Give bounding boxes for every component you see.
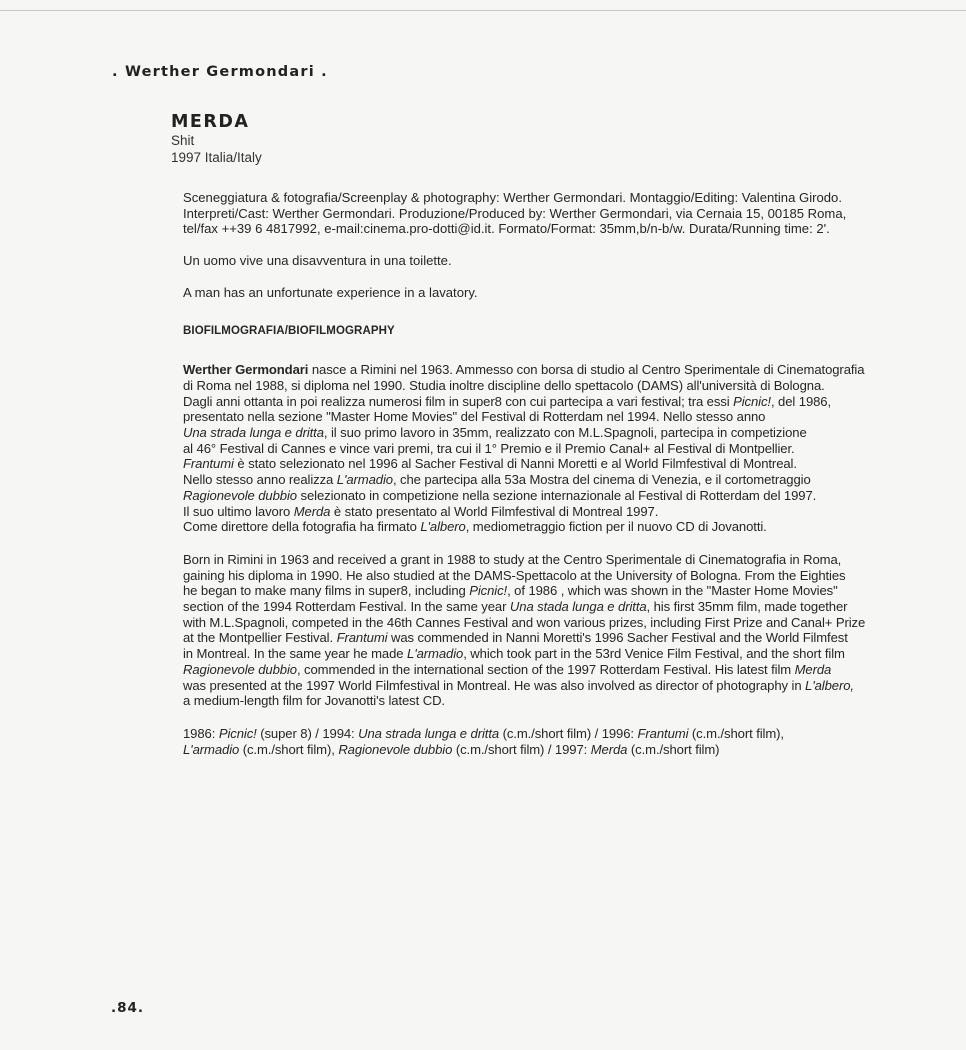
- bio-line: Born in Rimini in 1963 and received a grant in 1988 to study at the Centro Sperimentale di Cinematografia in Roma,: [183, 551, 842, 567]
- text-fragment: (c.m./short film) / 1996:: [499, 725, 638, 741]
- text-fragment: L'armadio: [407, 646, 464, 662]
- text-fragment: , mediometraggio fiction per il nuovo CD di Jovanotti.: [465, 519, 767, 535]
- bio-line: [183, 678, 893, 694]
- director-name: Werther Germondari: [183, 362, 309, 378]
- text-fragment: he began to make many films in super8, including: [183, 583, 470, 599]
- text-fragment: Una stada lunga e dritta: [509, 599, 647, 615]
- bio-line: presentato nella sezione "Master Home Movies" del Festival di Rotterdam nel 1994. Nello stesso anno: [183, 409, 766, 425]
- text-fragment: in Montreal. In the same year he made: [183, 646, 408, 662]
- text-fragment: Ragionevole dubbio: [183, 487, 297, 503]
- bio-line: [183, 583, 893, 599]
- text-fragment: selezionato in competizione nella sezione internazionale al Festival di Rotterdam del 1997.: [296, 487, 817, 503]
- bio-line: gaining his diploma in 1990. He also studied at the DAMS-Spettacolo at the University of Bologna. From the Eighties: [183, 567, 846, 583]
- text-fragment: 1986:: [183, 725, 219, 741]
- synopsis-english: A man has an unfortunate experience in a lavatory.: [183, 284, 478, 300]
- text-fragment: , che partecipa alla 53a Mostra del cinema di Venezia, e il cortometraggio: [392, 472, 811, 488]
- page-number: .84.: [111, 1000, 145, 1016]
- text-fragment: nasce a Rimini nel 1963. Ammesso con borsa di studio al Centro Sperimentale di Cinematografia: [308, 362, 865, 378]
- text-fragment: Una strada lunga e dritta: [183, 425, 324, 441]
- bio-line: [183, 646, 893, 662]
- top-rule: [0, 10, 966, 11]
- credits-line: Sceneggiatura & fotografia/Screenplay & photography: Werther Germondari. Montaggio/Editing: Valentina Girodo.: [183, 190, 842, 205]
- text-fragment: L'armadio: [336, 472, 393, 488]
- text-fragment: (super 8) / 1994:: [256, 725, 359, 741]
- text-fragment: Una strada lunga e dritta: [358, 725, 500, 741]
- credits-paragraph: [183, 190, 893, 237]
- biofilmography-heading: BIOFILMOGRAFIA/BIOFILMOGRAPHY: [183, 324, 395, 337]
- synopsis-italian: Un uomo vive una disavventura in una toilette.: [183, 253, 452, 269]
- text-fragment: Frantumi: [183, 456, 234, 472]
- text-fragment: Merda: [794, 661, 832, 677]
- text-fragment: Frantumi: [336, 630, 388, 646]
- text-fragment: Nello stesso anno realizza: [183, 472, 337, 488]
- text-fragment: L'albero,: [805, 677, 854, 693]
- film-heading-block: [171, 112, 262, 166]
- filmography-line: [183, 742, 893, 758]
- bio-line: di Roma nel 1988, si diploma nel 1990. Studia inoltre discipline dello spettacolo (DAMS) all'università di Bologna.: [183, 377, 825, 393]
- text-fragment: Come direttore della fotografia ha firmato: [183, 519, 421, 535]
- bio-line: [183, 394, 893, 410]
- bio-line: [183, 662, 893, 678]
- text-fragment: L'albero: [420, 519, 466, 535]
- text-fragment: at the Montpellier Festival.: [183, 630, 337, 646]
- bio-line: [183, 362, 893, 378]
- text-fragment: (c.m./short film),: [239, 741, 339, 757]
- text-fragment: was commended in Nanni Moretti's 1996 Sacher Festival and the World Filmfest: [387, 630, 848, 646]
- text-fragment: (c.m./short film) / 1997:: [452, 741, 591, 757]
- text-fragment: Frantumi: [637, 725, 689, 741]
- bio-line: [183, 519, 893, 535]
- text-fragment: è stato presentato al World Filmfestival di Montreal 1997.: [330, 503, 659, 519]
- bio-line: [183, 456, 893, 472]
- filmography-list: [183, 726, 893, 757]
- text-fragment: (c.m./short film): [627, 741, 720, 757]
- text-fragment: was presented at the 1997 World Filmfestival in Montreal. He was also involved as director of photography in: [183, 677, 806, 693]
- text-fragment: , commended in the international section of the 1997 Rotterdam Festival. His latest film: [296, 661, 795, 677]
- bio-line: with M.L.Spagnoli, competed in the 46th Cannes Festival and won various prizes, including First Prize and Canal+ Prize: [183, 614, 866, 630]
- bio-line: [183, 472, 893, 488]
- text-fragment: section of the 1994 Rotterdam Festival. In the same year: [183, 599, 510, 615]
- bio-line: [183, 488, 893, 504]
- text-fragment: Merda: [590, 741, 628, 757]
- text-fragment: Ragionevole dubbio: [338, 741, 453, 757]
- film-year-country: 1997 Italia/Italy: [171, 150, 262, 165]
- author-header: . Werther Germondari .: [112, 64, 328, 80]
- text-fragment: , del 1986,: [770, 393, 832, 409]
- bio-italian: [183, 362, 893, 535]
- text-fragment: Merda: [293, 503, 331, 519]
- bio-line: a medium-length film for Jovanotti's latest CD.: [183, 693, 445, 709]
- bio-line: [183, 630, 893, 646]
- text-fragment: , his first 35mm film, made together: [646, 599, 848, 615]
- credits-line: Interpreti/Cast: Werther Germondari. Produzione/Produced by: Werther Germondari, via Cernaia 15, 00185 Roma,: [183, 205, 847, 221]
- text-fragment: , which took part in the 53rd Venice Film Festival, and the short film: [463, 646, 845, 662]
- text-fragment: Dagli anni ottanta in poi realizza numerosi film in super8 con cui partecipa a vari festival; tra essi: [183, 393, 734, 409]
- bio-line: [183, 599, 893, 615]
- text-fragment: Picnic!: [469, 583, 508, 599]
- bio-line: al 46° Festival di Cannes e vince vari premi, tra cui il 1° Premio e il Premio Canal+ al Festival di Montpellier.: [183, 440, 795, 456]
- bio-line: [183, 504, 893, 520]
- text-fragment: L'armadio: [183, 741, 240, 757]
- bio-line: [183, 425, 893, 441]
- text-fragment: è stato selezionato nel 1996 al Sacher Festival di Nanni Moretti e al World Filmfestival di Montreal.: [233, 456, 797, 472]
- text-fragment: Picnic!: [218, 725, 257, 741]
- text-fragment: Ragionevole dubbio: [183, 661, 297, 677]
- film-english-title: Shit: [171, 133, 195, 148]
- text-fragment: (c.m./short film),: [688, 725, 784, 741]
- text-fragment: , of 1986 , which was shown in the "Master Home Movies": [507, 583, 838, 599]
- text-fragment: , il suo primo lavoro in 35mm, realizzato con M.L.Spagnoli, partecipa in competizione: [323, 425, 807, 441]
- credits-line: tel/fax ++39 6 4817992, e-mail:cinema.pro-dotti@id.it. Formato/Format: 35mm,b/n-b/w. Durata/Running time: 2'.: [183, 221, 830, 237]
- filmography-line: [183, 726, 893, 742]
- body-text: [183, 190, 893, 757]
- text-fragment: Picnic!: [733, 393, 771, 409]
- text-fragment: Il suo ultimo lavoro: [183, 503, 294, 519]
- bio-english: [183, 552, 893, 709]
- film-title: MERDA: [171, 112, 250, 132]
